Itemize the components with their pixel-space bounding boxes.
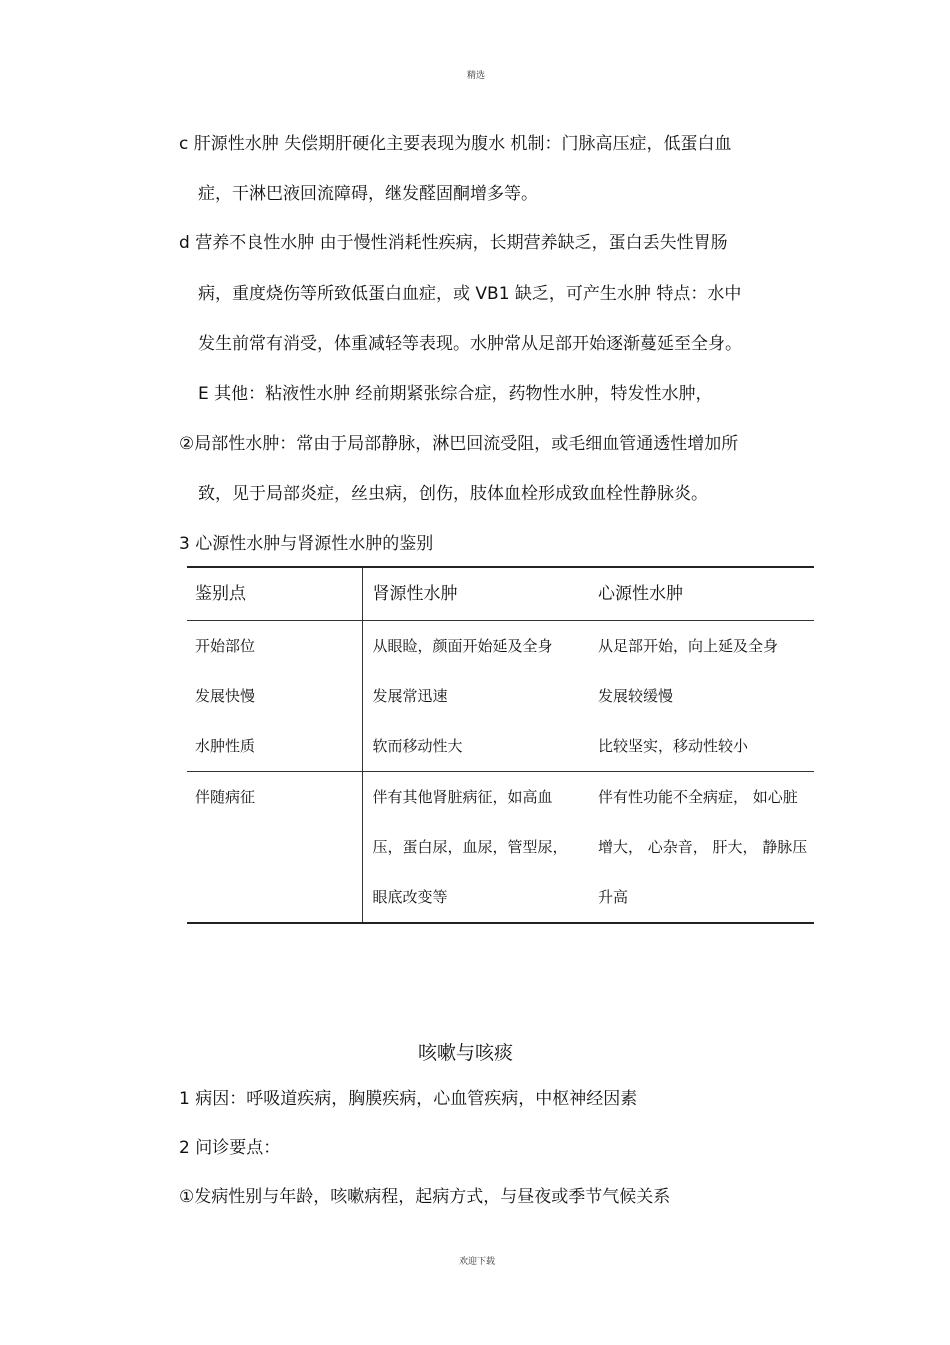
table-cell-cardiac: 发展较缓慢 [598,687,674,705]
table-cell-criterion: 发展快慢 [187,671,362,721]
cardiac-accompany-line-2: 增大， 心杂音， 肝大， 静脉压 [598,838,808,856]
renal-accompany-line-3: 眼底改变等 [372,888,448,906]
cardiac-accompany-line-1: 伴有性功能不全病症， 如心脏 [598,788,798,806]
table-header-cardiac: 心源性水肿 [588,567,814,621]
table-cell-criterion [187,772,362,924]
section-title-cough: 咳嗽与咳痰 [418,1042,514,1064]
paragraph-c-line-2: 症，干淋巴液回流障碍，继发醛固酮增多等。 [198,184,538,204]
table-cell-cardiac: 从足部开始，向上延及全身 [598,637,779,655]
renal-accompany-line-2: 压，蛋白尿，血尿，管型尿， [372,838,568,856]
table-header-criterion: 鉴别点 [187,567,362,621]
cardiac-accompany-line-3: 升高 [598,888,629,906]
table-cell-renal: 从眼睑，颜面开始延及全身 [372,637,553,655]
table-cell-cardiac [588,772,814,924]
paragraph-d-line-1: d 营养不良性水肿 由于慢性消耗性疾病，长期营养缺乏，蛋白丢失性胃肠 [179,233,728,253]
table-cell-criterion: 开始部位 [187,621,362,672]
page-footer: 欢迎下载 [459,1257,496,1267]
cough-item-3: ①发病性别与年龄，咳嗽病程，起病方式，与昼夜或季节气候关系 [179,1187,671,1207]
table-header-renal: 肾源性水肿 [362,567,588,621]
table-cell-criterion: 水肿性质 [187,721,362,772]
renal-accompany-line-1: 伴有其他肾脏病征，如高血 [372,788,553,806]
paragraph-d-line-3: 发生前常有消受，体重减轻等表现。水肿常从足部开始逐渐蔓延至全身。 [198,334,742,354]
cough-item-2: 2 问诊要点： [179,1138,281,1158]
table-row [187,621,814,672]
table-header-row [187,567,814,621]
paragraph-c-line-1: c 肝源性水肿 失偿期肝硬化主要表现为腹水 机制：门脉高压症，低蛋白血 [179,134,732,154]
paragraph-e-line-1: E 其他：粘液性水肿 经前期紧张综合症，药物性水肿，特发性水肿， [198,384,713,404]
table-row-accompanying-signs [187,772,814,924]
cough-item-1: 1 病因：呼吸道疾病，胸膜疾病，心血管疾病，中枢神经因素 [179,1089,638,1109]
table-cell-renal [362,772,588,924]
paragraph-local-edema-line-2: 致，见于局部炎症，丝虫病，创伤，肢体血栓形成致血栓性静脉炎。 [198,484,708,504]
table-cell-renal: 软而移动性大 [372,737,463,755]
comparison-table [187,566,814,924]
paragraph-d-line-2: 病，重度烧伤等所致低蛋白血症，或 VB1 缺乏，可产生水肿 特点：水中 [198,284,742,304]
table-cell-cardiac: 比较坚实，移动性较小 [598,737,749,755]
table-cell-renal: 发展常迅速 [372,687,448,705]
accompany-label: 伴随病征 [195,788,256,806]
page-header: 精选 [467,71,486,81]
table-row [187,721,814,772]
section-3-heading: 3 心源性水肿与肾源性水肿的鉴别 [179,534,434,554]
table-row [187,671,814,721]
paragraph-local-edema-line-1: ②局部性水肿：常由于局部静脉，淋巴回流受阻，或毛细血管通透性增加所 [179,434,739,454]
